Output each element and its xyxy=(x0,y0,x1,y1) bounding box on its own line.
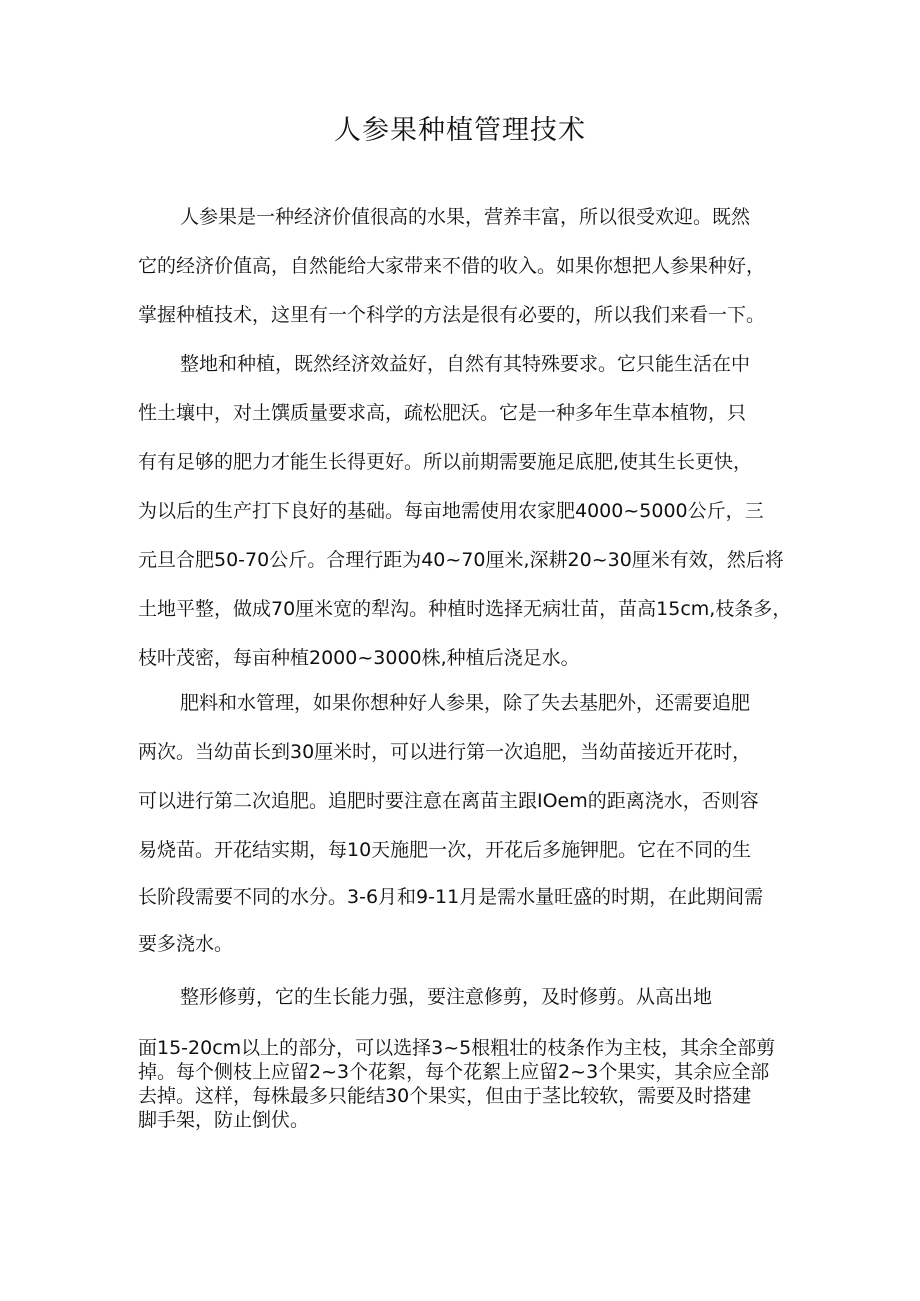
paragraph-line: 它的经济价值高，自然能给大家带来不借的收入。如果你想把人参果种好， xyxy=(138,255,766,277)
paragraph-line: 面15-20cm以上的部分，可以选择3~5根粗壮的枝条作为主枝，其余全部剪 xyxy=(138,1037,776,1059)
paragraph-line: 肥料和水管理，如果你想种好人参果，除了失去基肥外，还需要追肥 xyxy=(180,692,751,714)
paragraph-line: 要多浇水。 xyxy=(138,933,234,955)
paragraph-line: 有有足够的肥力才能生长得更好。所以前期需要施足底肥,使其生长更快， xyxy=(138,451,753,473)
paragraph-line: 可以进行第二次追肥。追肥时要注意在离苗主跟IOem的距离浇水，否则容 xyxy=(138,790,759,812)
paragraph-line: 两次。当幼苗长到30厘米时，可以进行第一次追肥，当幼苗接近开花时， xyxy=(138,741,752,763)
paragraph-line: 枝叶茂密，每亩种植2000~3000株,种植后浇足水。 xyxy=(138,647,580,669)
paragraph-line: 为以后的生产打下良好的基础。每亩地需使用农家肥4000~5000公斤，三 xyxy=(138,500,764,522)
paragraph-line: 整地和种植，既然经济效益好，自然有其特殊要求。它只能生活在中 xyxy=(180,353,751,375)
paragraph-line: 整形修剪，它的生长能力强，要注意修剪，及时修剪。从高出地 xyxy=(180,986,713,1008)
document-title: 人参果种植管理技术 xyxy=(334,115,586,146)
paragraph-line: 去掉。这样，每株最多只能结30个果实，但由于茎比较软，需要及时搭建 xyxy=(138,1085,752,1107)
paragraph-line: 脚手架，防止倒伏。 xyxy=(138,1109,310,1131)
paragraph-line: 掉。每个侧枝上应留2~3个花絮，每个花絮上应留2~3个果实，其余应全部 xyxy=(138,1061,770,1083)
paragraph-line: 长阶段需要不同的水分。3-6月和9-11月是需水量旺盛的时期，在此期间需 xyxy=(138,886,764,908)
paragraph-line: 掌握种植技术，这里有一个科学的方法是很有必要的，所以我们来看一下。 xyxy=(138,304,766,326)
paragraph-line: 人参果是一种经济价值很高的水果，营养丰富，所以很受欢迎。既然 xyxy=(180,206,751,228)
paragraph-line: 土地平整，做成70厘米宽的犁沟。种植时选择无病壮苗，苗高15cm,枝条多， xyxy=(138,598,792,620)
paragraph-line: 性土壤中，对土馔质量要求高，疏松肥沃。它是一种多年生草本植物，只 xyxy=(138,402,747,424)
paragraph-line: 易烧苗。开花结实期，每10天施肥一次，开花后多施钾肥。它在不同的生 xyxy=(138,839,752,861)
paragraph-line: 元旦合肥50-70公斤。合理行距为40~70厘米,深耕20~30厘米有效，然后将 xyxy=(138,549,784,571)
